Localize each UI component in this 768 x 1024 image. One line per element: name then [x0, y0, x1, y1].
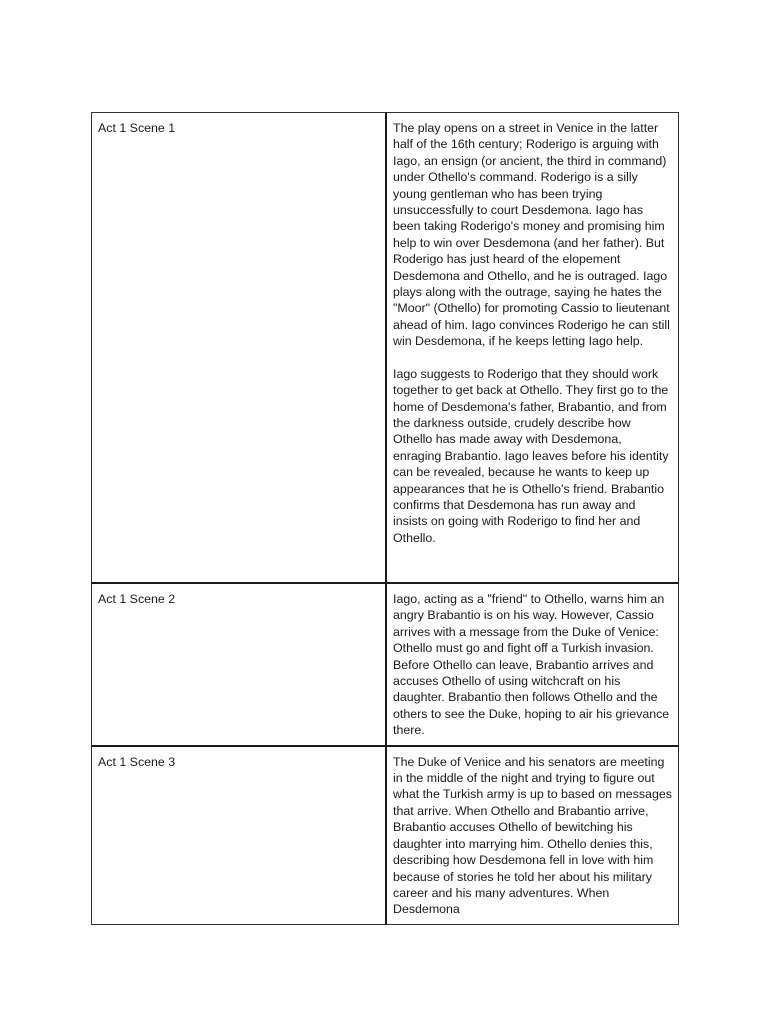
scene-summary-table: [91, 112, 679, 925]
summary-paragraph: Iago, acting as a "friend" to Othello, warns him an angry Brabantio is on his way. However, Cassio arrives with a message from the Duke of Venice: Othello must go and fight off a Turkish invasion. Before Othello can leave, Brabantio arrives and accuses Othello of using witchcraft on his daughter. Brabantio then follows Othello and the others to see the Duke, hoping to air his grievance there.: [393, 592, 670, 738]
summary-cell: [386, 583, 679, 746]
table-row: [92, 746, 679, 925]
summary-cell: [386, 746, 679, 925]
summary-paragraph: Iago suggests to Roderigo that they should work together to get back at Othello. They first go to the home of Desdemona's father, Brabantio, and from the darkness outside, crudely describe how Othello has made away with Desdemona, enraging Brabantio. Iago leaves before his identity can be revealed, because he wants to keep up appearances that he is Othello's friend. Brabantio confirms that Desdemona has run away and insists on going with Roderigo to find her and Othello.: [393, 366, 669, 545]
scene-label: Act 1 Scene 3: [98, 754, 176, 769]
scene-label-cell: [92, 113, 387, 584]
summary-paragraph: The play opens on a street in Venice in the latter half of the 16th century; Roderigo is arguing with Iago, an ensign (or ancient, the third in command) under Othello's command. Roderigo is a silly young gentleman who has been trying unsuccessfully to court Desdemona. Iago has been taking Roderigo's money and promising him help to win over Desdemona (and her father). But Roderigo has just heard of the elopement Desdemona and Othello, and he is outraged. Iago plays along with the outrage, saying he hates the "Moor" (Othello) for promoting Cassio to lieutenant ahead of him. Iago convinces Roderigo he can still win Desdemona, if he keeps letting Iago help.: [393, 121, 670, 349]
scene-label: Act 1 Scene 2: [98, 592, 176, 606]
table-row: [92, 583, 679, 746]
table-row: [92, 113, 679, 584]
summary-cell: [386, 113, 679, 584]
scene-label-cell: [92, 583, 387, 746]
scene-label-cell: [92, 746, 387, 925]
scene-label: Act 1 Scene 1: [98, 121, 176, 135]
summary-paragraph: The Duke of Venice and his senators are meeting in the middle of the night and trying to figure out what the Turkish army is up to based on messages that arrive. When Othello and Brabantio arrive, Brabantio accuses Othello of bewitching his daughter into marrying him. Othello denies this, describing how Desdemona fell in love with him because of stories he told her about his military career and his many adventures. When Desdemona: [393, 754, 672, 917]
